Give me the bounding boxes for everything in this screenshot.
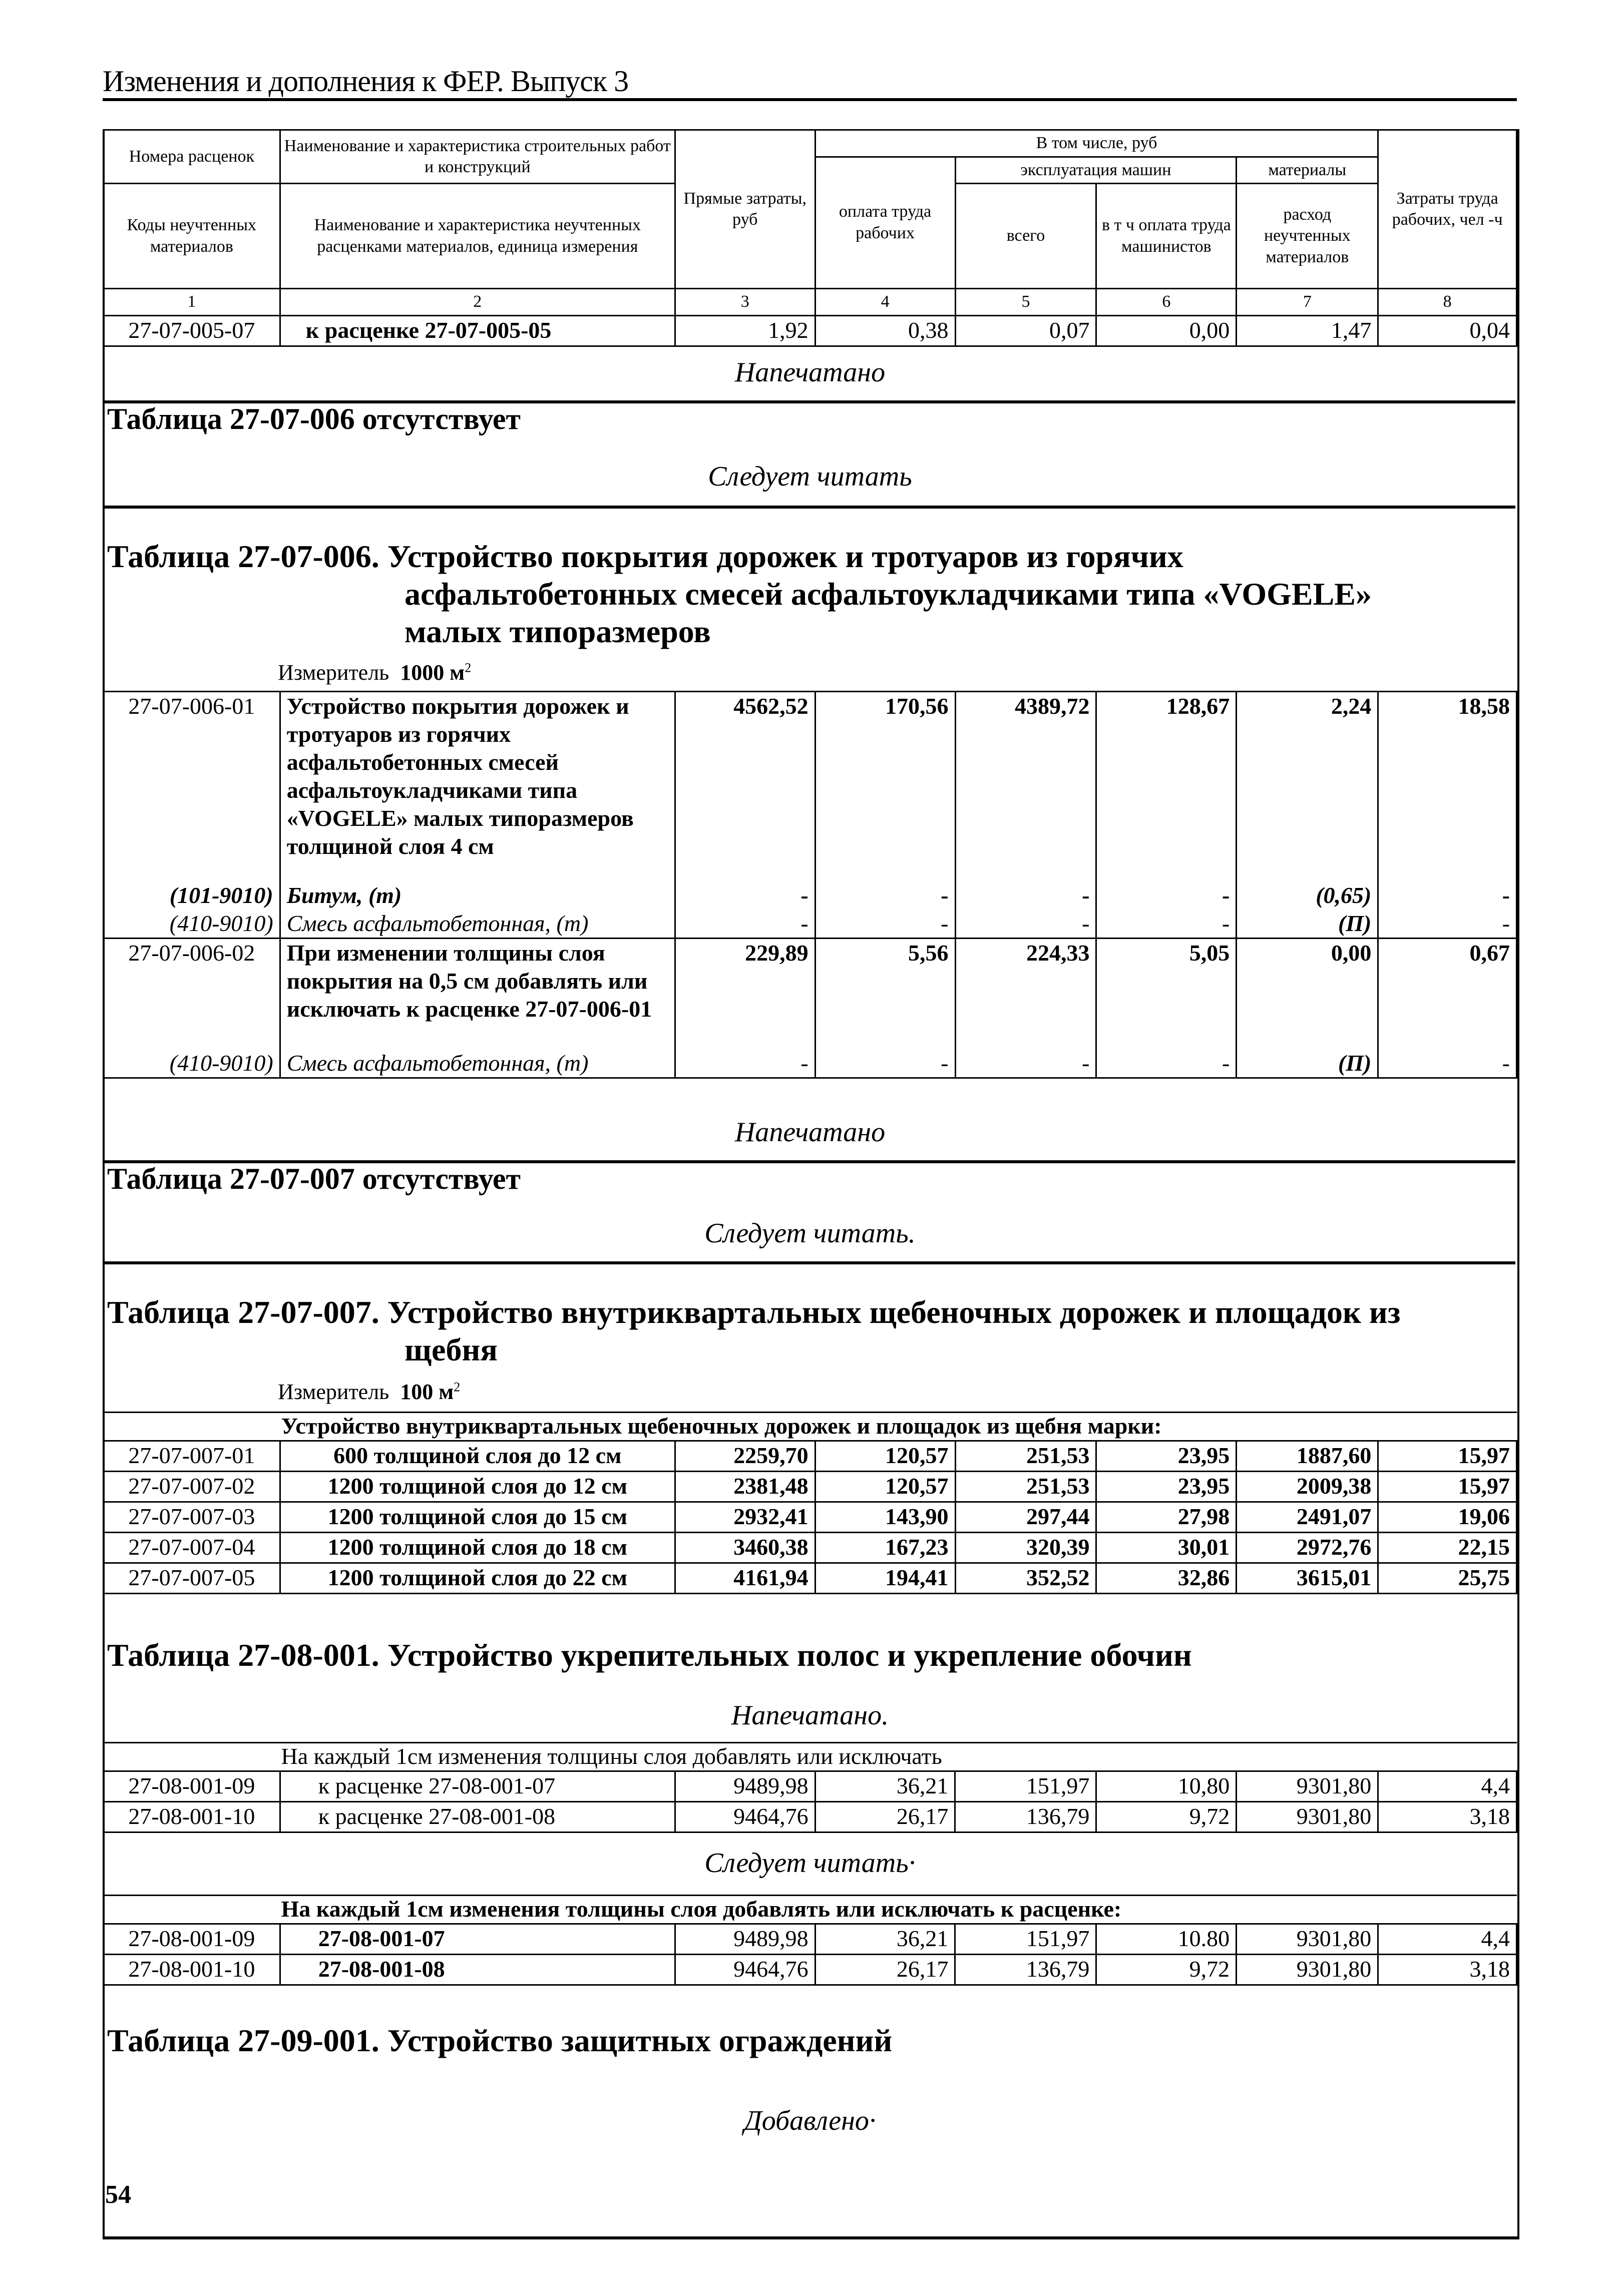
labor-pay: 120,57: [815, 1441, 955, 1472]
materials: 9301,80: [1237, 1771, 1378, 1802]
direct-cost: 2381,48: [675, 1472, 815, 1502]
note-printed: Напечатано.: [731, 1700, 889, 1731]
col2-bottom-header: Наименование и характеристика неучтенных расценками материалов, единица измерения: [280, 184, 675, 289]
materials: 9301,80: [1237, 1802, 1378, 1832]
labor-pay: 194,41: [815, 1563, 955, 1594]
col7-header: расход неучтенных материалов: [1237, 184, 1378, 289]
machinist-pay: 30,01: [1096, 1533, 1237, 1563]
col-number: 5: [955, 289, 1096, 316]
table-row: [104, 1771, 1517, 1802]
machinist-pay: 9,72: [1096, 1955, 1237, 1985]
dash: -: [675, 881, 815, 909]
materials: 2009,38: [1237, 1472, 1378, 1502]
col6-header: в т ч оплата труда машинистов: [1096, 184, 1237, 289]
materials: 9301,80: [1237, 1955, 1378, 1985]
dash: -: [955, 1049, 1096, 1078]
machines-total: 320,39: [955, 1533, 1096, 1563]
material-code: (101-9010): [104, 881, 280, 909]
machines-total: 297,44: [955, 1502, 1096, 1533]
note-read: Следует читать: [708, 461, 912, 492]
materials-header: материалы: [1237, 157, 1378, 184]
rate-code: 27-07-007-05: [104, 1563, 280, 1594]
machines-total: 224,33: [955, 939, 1096, 1050]
table-27-08-001-printed: [103, 1742, 1517, 1833]
dash: -: [955, 881, 1096, 909]
labor-pay: 170,56: [815, 692, 955, 882]
table-row: [104, 1802, 1517, 1832]
col-number: 6: [1096, 289, 1237, 316]
table-row: [104, 939, 1517, 1050]
machinist-pay: 32,86: [1096, 1563, 1237, 1594]
divider: [105, 506, 1515, 509]
dash: -: [1378, 1049, 1517, 1078]
table-title: Таблица 27-07-006. Устройство покрытия дорожек и тротуаров из горячих: [107, 539, 1183, 574]
machinist-pay: 10,80: [1096, 1771, 1237, 1802]
rate-name: 27-08-001-08: [280, 1955, 675, 1985]
materials: 2,24: [1237, 692, 1378, 882]
table-row: [104, 1563, 1517, 1594]
divider: [105, 1261, 1515, 1264]
materials: 1887,60: [1237, 1441, 1378, 1472]
labor-hours: 0,67: [1378, 939, 1517, 1050]
materials: 2972,76: [1237, 1533, 1378, 1563]
col-number: 2: [280, 289, 675, 316]
labor-pay: 120,57: [815, 1472, 955, 1502]
table-row: [104, 1955, 1517, 1985]
machines-total: 352,52: [955, 1563, 1096, 1594]
col4-header: оплата труда рабочих: [815, 157, 955, 289]
labor-pay: 167,23: [815, 1533, 955, 1563]
material-row: [104, 1049, 1517, 1078]
machines-total: 151,97: [955, 1771, 1096, 1802]
rate-name: к расценке 27-08-001-07: [280, 1771, 675, 1802]
direct-cost: 229,89: [675, 939, 815, 1050]
col1-bottom-header: Коды неучтенных материалов: [104, 184, 280, 289]
note-printed: Напечатано: [734, 1117, 886, 1148]
direct-cost: 9489,98: [675, 1771, 815, 1802]
labor-hours: 18,58: [1378, 692, 1517, 882]
labor-pay: 143,90: [815, 1502, 955, 1533]
machinist-pay: 128,67: [1096, 692, 1237, 882]
machines-total: 4389,72: [955, 692, 1096, 882]
meter-label: Измеритель: [278, 660, 389, 685]
direct-cost: 3460,38: [675, 1533, 815, 1563]
table-row: [104, 1502, 1517, 1533]
material-code: (410-9010): [104, 909, 280, 939]
table-row: [104, 1472, 1517, 1502]
unit-of-measure: [278, 660, 471, 685]
dash: -: [815, 1049, 955, 1078]
dash: -: [815, 881, 955, 909]
rate-code: 27-07-007-01: [104, 1441, 280, 1472]
material-row: [104, 881, 1517, 909]
materials: 0,00: [1237, 939, 1378, 1050]
dash: -: [675, 909, 815, 939]
col-number: 8: [1378, 289, 1517, 316]
material-qty: (П): [1237, 1049, 1378, 1078]
col5-header: всего: [955, 184, 1096, 289]
header-rule: [103, 98, 1517, 101]
col2-top-header: Наименование и характеристика строительных работ и конструкций: [280, 130, 675, 184]
machinist-pay: 9,72: [1096, 1802, 1237, 1832]
rate-name: 600 толщиной слоя до 12 см: [280, 1441, 675, 1472]
table-27-08-001-corrected: [103, 1895, 1517, 1986]
rate-code: 27-08-001-10: [104, 1955, 280, 1985]
table-27-07-007: [103, 1412, 1517, 1594]
col-number: 3: [675, 289, 815, 316]
machines-total: 136,79: [955, 1955, 1096, 1985]
table-title: Таблица 27-08-001. Устройство укрепительных полос и укрепление обочин: [107, 1637, 1192, 1673]
unit-of-measure: [278, 1379, 460, 1405]
rate-name: к расценке 27-08-001-08: [280, 1802, 675, 1832]
direct-cost: 9464,76: [675, 1802, 815, 1832]
table-title-line2: щебня: [404, 1332, 498, 1367]
labor-pay: 0,38: [815, 315, 955, 346]
machines-total: 251,53: [955, 1472, 1096, 1502]
labor-hours: 22,15: [1378, 1533, 1517, 1563]
materials: 2491,07: [1237, 1502, 1378, 1533]
rate-code: 27-08-001-09: [104, 1924, 280, 1955]
direct-cost: 2932,41: [675, 1502, 815, 1533]
table-row: [104, 692, 1517, 882]
labor-pay: 36,21: [815, 1771, 955, 1802]
material-code: (410-9010): [104, 1049, 280, 1078]
note-added: Добавлено·: [744, 2105, 876, 2136]
rate-code: 27-07-006-01: [104, 692, 280, 882]
dash: -: [1378, 909, 1517, 939]
materials: 3615,01: [1237, 1563, 1378, 1594]
rate-code: 27-08-001-09: [104, 1771, 280, 1802]
col-number: 4: [815, 289, 955, 316]
labor-pay: 36,21: [815, 1924, 955, 1955]
table-missing-notice: Таблица 27-07-006 отсутствует: [107, 402, 521, 435]
rate-code: 27-07-007-04: [104, 1533, 280, 1563]
labor-hours: 4,4: [1378, 1924, 1517, 1955]
note-printed: Напечатано: [734, 357, 886, 388]
labor-pay: 26,17: [815, 1955, 955, 1985]
rate-name: При изменении толщины слоя покрытия на 0,5 см добавлять или исключать к расценке 27-07-006-01: [280, 939, 675, 1050]
dash: -: [955, 909, 1096, 939]
material-name: Смесь асфальтобетонная, (т): [280, 1049, 675, 1078]
rate-name: 1200 толщиной слоя до 15 см: [280, 1502, 675, 1533]
col1-top-header: Номера расценок: [104, 130, 280, 184]
labor-hours: 3,18: [1378, 1955, 1517, 1985]
table-title: Таблица 27-07-007. Устройство внутриквартальных щебеночных дорожек и площадок из: [107, 1294, 1401, 1330]
group-label: Устройство внутриквартальных щебеночных дорожек и площадок из щебня марки:: [104, 1413, 1517, 1441]
meter-sup: 2: [465, 660, 472, 675]
machines-header: эксплуатация машин: [955, 157, 1237, 184]
labor-hours: 4,4: [1378, 1771, 1517, 1802]
materials: 9301,80: [1237, 1924, 1378, 1955]
rate-code: 27-07-005-07: [104, 315, 280, 346]
rate-name: к расценке 27-07-005-05: [280, 315, 675, 346]
machinist-pay: 27,98: [1096, 1502, 1237, 1533]
labor-pay: 26,17: [815, 1802, 955, 1832]
machinist-pay: 23,95: [1096, 1472, 1237, 1502]
dash: -: [1096, 881, 1237, 909]
table-missing-notice: Таблица 27-07-007 отсутствует: [107, 1162, 521, 1195]
group-label: На каждый 1см изменения толщины слоя добавлять или исключать: [104, 1743, 1517, 1771]
dash: -: [815, 909, 955, 939]
document-header-title: Изменения и дополнения к ФЕР. Выпуск 3: [103, 65, 629, 98]
material-name: Смесь асфальтобетонная, (т): [280, 909, 675, 939]
labor-hours: 3,18: [1378, 1802, 1517, 1832]
note-read: Следует читать·: [704, 1848, 916, 1879]
group-header: В том числе, руб: [815, 130, 1378, 157]
direct-cost: 2259,70: [675, 1441, 815, 1472]
table-title-line3: малых типоразмеров: [404, 614, 711, 649]
machines-total: 136,79: [955, 1802, 1096, 1832]
page-number: 54: [105, 2180, 131, 2209]
dash: -: [1096, 909, 1237, 939]
machinist-pay: 0,00: [1096, 315, 1237, 346]
col8-header: Затраты труда рабочих, чел -ч: [1378, 130, 1517, 289]
machinist-pay: 23,95: [1096, 1441, 1237, 1472]
machines-total: 151,97: [955, 1924, 1096, 1955]
labor-pay: 5,56: [815, 939, 955, 1050]
material-qty: (П): [1237, 909, 1378, 939]
meter-label: Измеритель: [278, 1380, 389, 1404]
col-number: 1: [104, 289, 280, 316]
material-qty: (0,65): [1237, 881, 1378, 909]
machines-total: 0,07: [955, 315, 1096, 346]
direct-cost: 9489,98: [675, 1924, 815, 1955]
material-name: Битум, (т): [280, 881, 675, 909]
labor-hours: 25,75: [1378, 1563, 1517, 1594]
table-row: [104, 1924, 1517, 1955]
labor-hours: 15,97: [1378, 1472, 1517, 1502]
labor-hours: 0,04: [1378, 315, 1517, 346]
col3-header: Прямые затраты, руб: [675, 130, 815, 289]
rate-name: 1200 толщиной слоя до 18 см: [280, 1533, 675, 1563]
direct-cost: 4161,94: [675, 1563, 815, 1594]
machines-total: 251,53: [955, 1441, 1096, 1472]
dash: -: [675, 1049, 815, 1078]
machinist-pay: 10.80: [1096, 1924, 1237, 1955]
materials: 1,47: [1237, 315, 1378, 346]
table-title-line2: асфальтобетонных смесей асфальтоукладчиками типа «VOGELE»: [404, 576, 1372, 612]
table-row: [104, 1533, 1517, 1563]
rate-code: 27-07-006-02: [104, 939, 280, 1050]
column-header-table: [103, 129, 1517, 347]
direct-cost: 1,92: [675, 315, 815, 346]
labor-hours: 15,97: [1378, 1441, 1517, 1472]
direct-cost: 4562,52: [675, 692, 815, 882]
rate-code: 27-07-007-02: [104, 1472, 280, 1502]
rate-code: 27-08-001-10: [104, 1802, 280, 1832]
table-title: Таблица 27-09-001. Устройство защитных ограждений: [107, 2023, 893, 2058]
note-read: Следует читать.: [704, 1218, 916, 1249]
meter-value: 1000 м: [400, 660, 465, 685]
dash: -: [1096, 1049, 1237, 1078]
meter-sup: 2: [454, 1380, 461, 1395]
rate-name: Устройство покрытия дорожек и тротуаров из горячих асфальтобетонных смесей асфальтоукладчиками типа «VOGELE» малых типоразмеров толщиной слоя 4 см: [280, 692, 675, 882]
meter-value: 100 м: [400, 1380, 454, 1404]
group-label: На каждый 1см изменения толщины слоя добавлять или исключать к расценке:: [104, 1896, 1517, 1924]
material-row: [104, 909, 1517, 939]
rate-code: 27-07-007-03: [104, 1502, 280, 1533]
col-number: 7: [1237, 289, 1378, 316]
dash: -: [1378, 881, 1517, 909]
direct-cost: 9464,76: [675, 1955, 815, 1985]
table-row: [104, 1441, 1517, 1472]
rate-name: 27-08-001-07: [280, 1924, 675, 1955]
machinist-pay: 5,05: [1096, 939, 1237, 1050]
rate-name: 1200 толщиной слоя до 22 см: [280, 1563, 675, 1594]
rate-name: 1200 толщиной слоя до 12 см: [280, 1472, 675, 1502]
labor-hours: 19,06: [1378, 1502, 1517, 1533]
table-27-07-006: [103, 691, 1517, 1079]
